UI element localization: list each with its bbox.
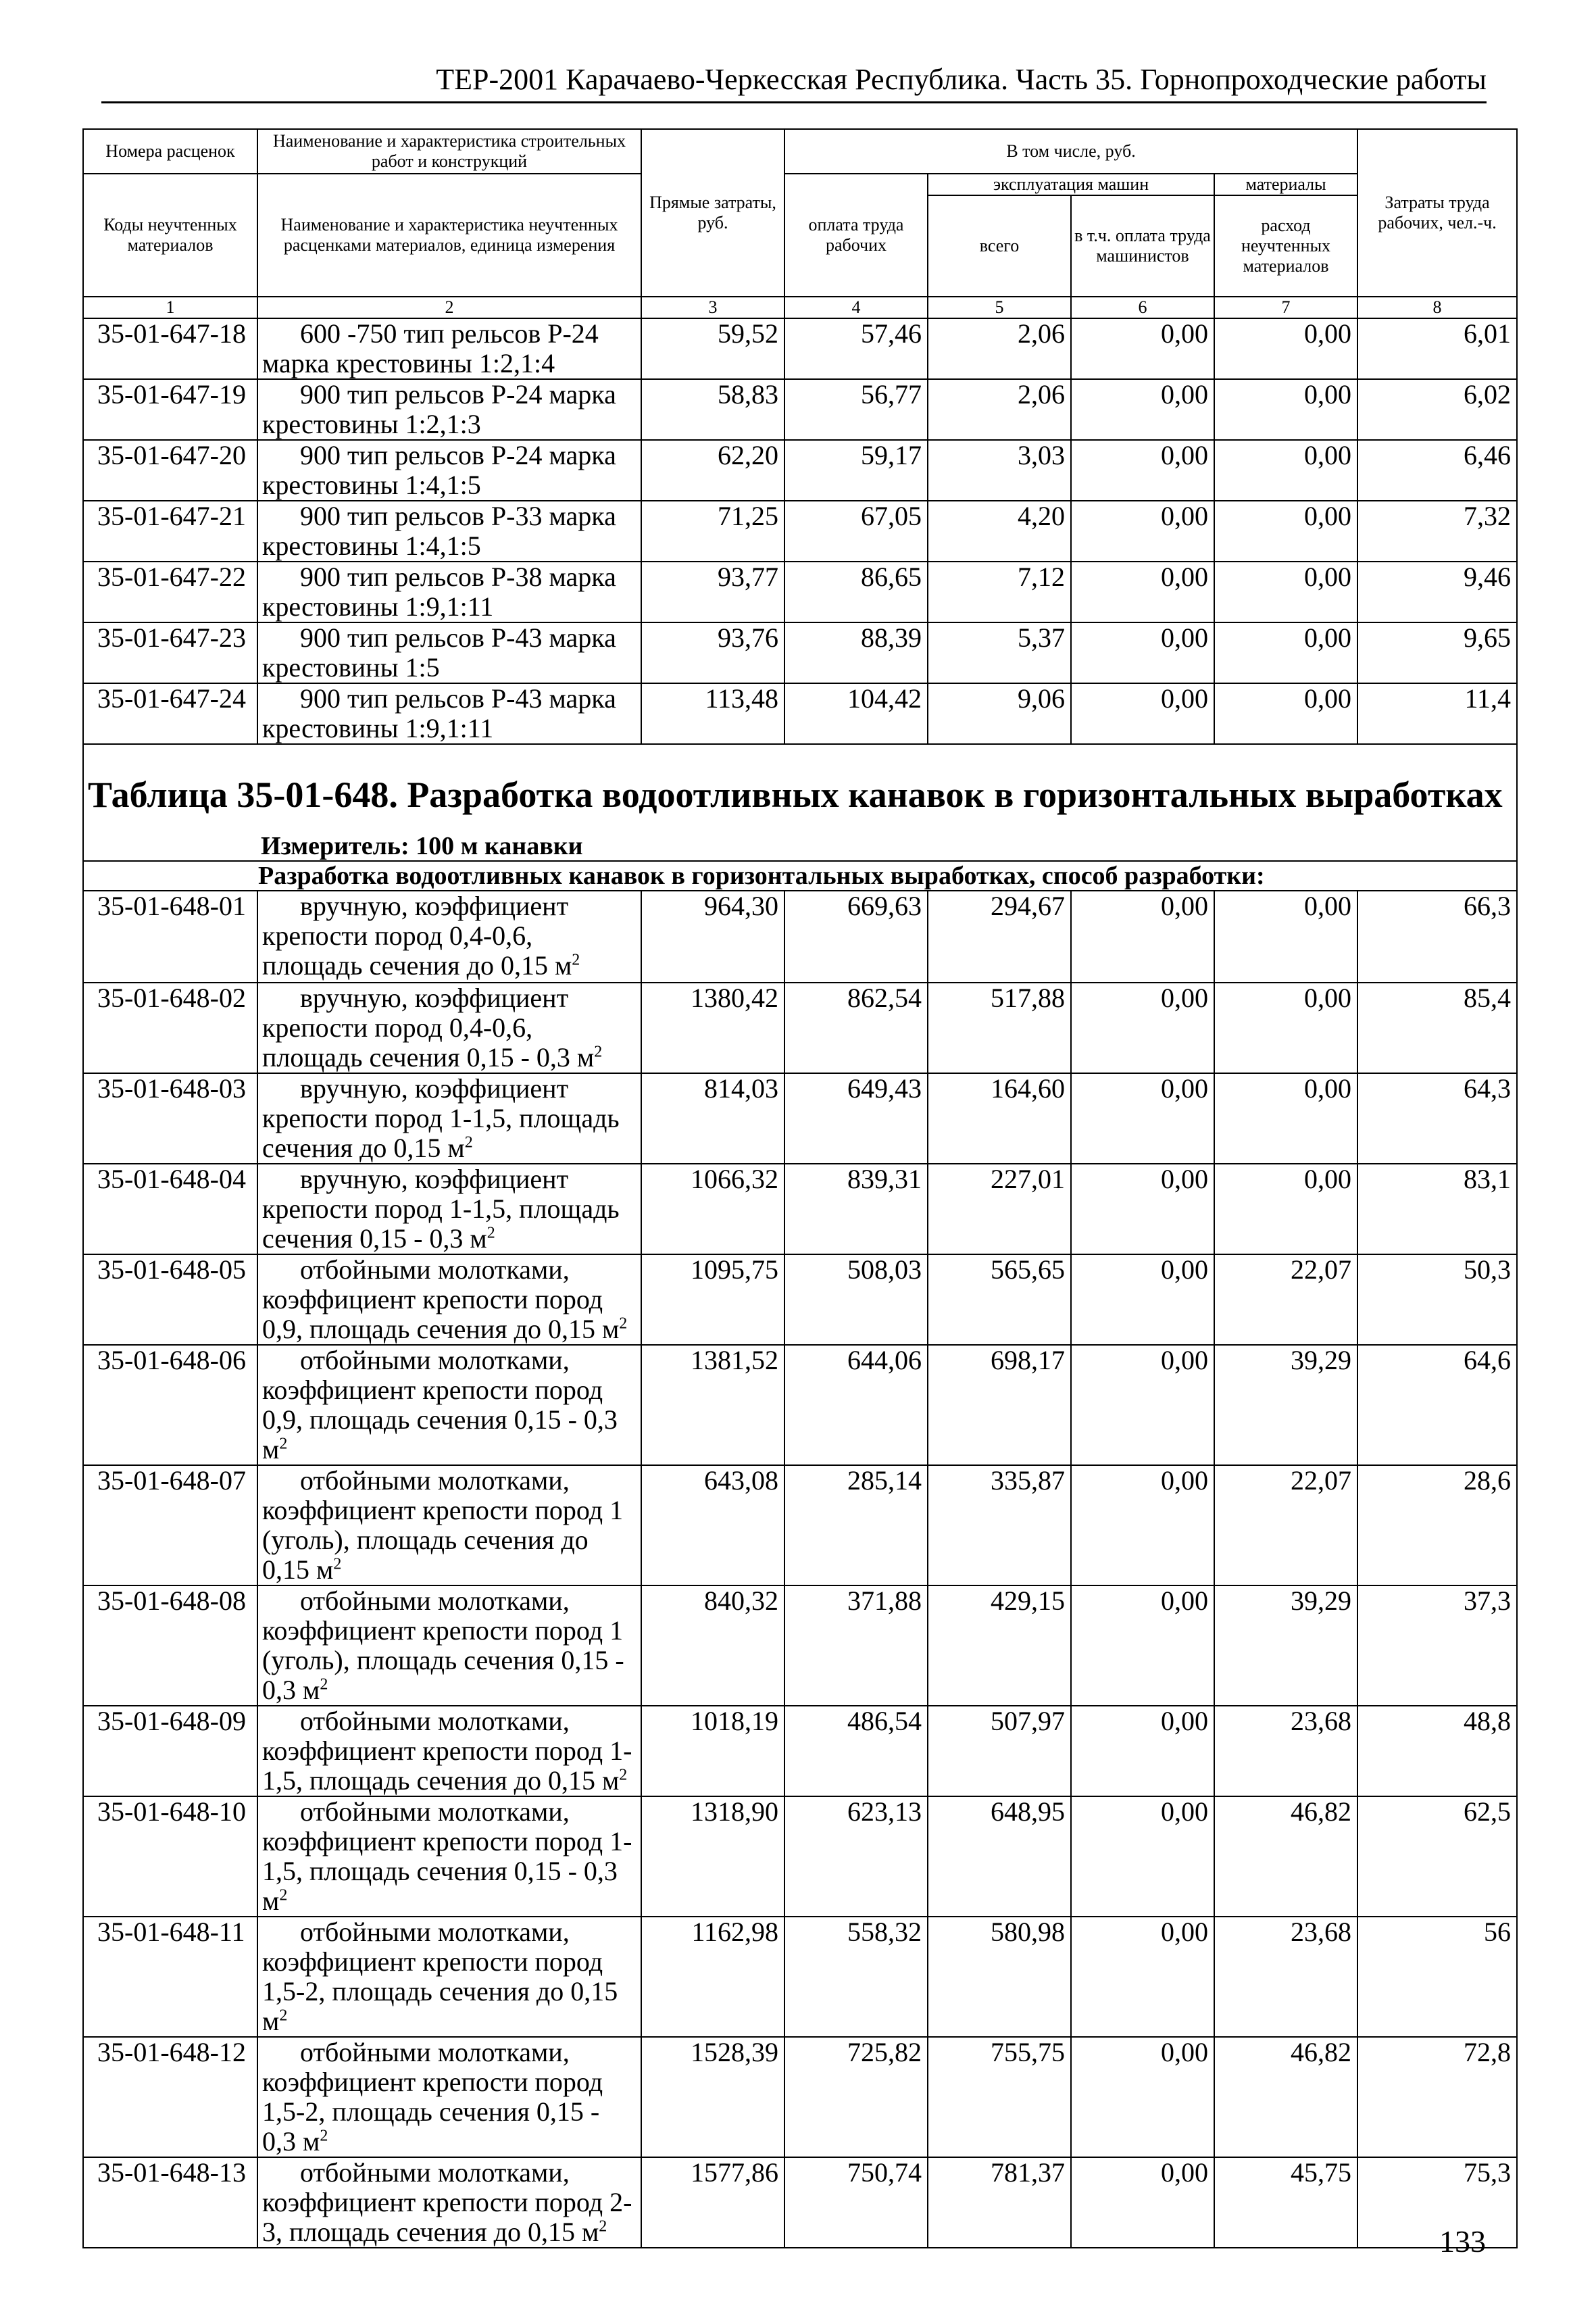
table-row <box>83 2037 1517 2157</box>
square-superscript: 2 <box>619 1314 628 1333</box>
machines-total-value: 565,65 <box>928 1254 1071 1345</box>
direct-costs-value: 1162,98 <box>641 1917 784 2037</box>
machines-total-value: 781,37 <box>928 2157 1071 2248</box>
work-description <box>257 891 641 983</box>
col-header-material-name: Наименование и характеристика неучтенных расценками материалов, единица измерения <box>257 174 641 297</box>
labor-pay-value: 649,43 <box>784 1073 928 1164</box>
machines-total-value: 335,87 <box>928 1465 1071 1585</box>
labor-pay-value: 371,88 <box>784 1585 928 1706</box>
rate-code: 35-01-648-04 <box>83 1164 257 1254</box>
labor-hours-value: 6,46 <box>1357 440 1517 501</box>
materials-value: 45,75 <box>1214 2157 1357 2248</box>
description-text: вручную, коэффициент крепости пород 1-1,5, площадь сечения 0,15 - 0,3 м <box>262 1164 620 1254</box>
machines-total-value: 517,88 <box>928 983 1071 1073</box>
labor-hours-value: 62,5 <box>1357 1796 1517 1917</box>
labor-hours-value: 48,8 <box>1357 1706 1517 1796</box>
machines-total-value: 648,95 <box>928 1796 1071 1917</box>
description-text: отбойными молотками, коэффициент крепости пород 1,5-2, площадь сечения до 0,15 м <box>262 1917 618 2036</box>
table-row <box>83 1164 1517 1254</box>
col-header-materials: материалы <box>1214 174 1357 195</box>
table-title: Таблица 35-01-648. Разработка водоотливных канавок в горизонтальных выработках <box>83 744 1517 832</box>
operator-pay-value: 0,00 <box>1071 983 1214 1073</box>
materials-value: 0,00 <box>1214 562 1357 622</box>
description-text: 900 тип рельсов Р-24 марка крестовины 1:2,1:3 <box>262 379 616 439</box>
work-description <box>257 683 641 744</box>
labor-hours-value: 64,3 <box>1357 1073 1517 1164</box>
direct-costs-value: 1066,32 <box>641 1164 784 1254</box>
labor-pay-value: 57,46 <box>784 318 928 379</box>
work-description <box>257 1254 641 1345</box>
col-header-machine-operation: эксплуатация машин <box>928 174 1214 195</box>
rate-code: 35-01-647-20 <box>83 440 257 501</box>
rate-code: 35-01-648-05 <box>83 1254 257 1345</box>
operator-pay-value: 0,00 <box>1071 1073 1214 1164</box>
materials-value: 0,00 <box>1214 983 1357 1073</box>
table-row <box>83 440 1517 501</box>
direct-costs-value: 1577,86 <box>641 2157 784 2248</box>
rate-code: 35-01-648-10 <box>83 1796 257 1917</box>
header-rule <box>101 101 1487 103</box>
work-description <box>257 622 641 683</box>
rate-code: 35-01-647-18 <box>83 318 257 379</box>
labor-pay-value: 56,77 <box>784 379 928 440</box>
operator-pay-value: 0,00 <box>1071 440 1214 501</box>
operator-pay-value: 0,00 <box>1071 501 1214 562</box>
rate-code: 35-01-648-12 <box>83 2037 257 2157</box>
machines-total-value: 429,15 <box>928 1585 1071 1706</box>
operator-pay-value: 0,00 <box>1071 562 1214 622</box>
machines-total-value: 2,06 <box>928 318 1071 379</box>
square-superscript: 2 <box>464 1133 473 1152</box>
machines-total-value: 2,06 <box>928 379 1071 440</box>
description-text: отбойными молотками, коэффициент крепости пород 1,5-2, площадь сечения 0,15 - 0,3 м <box>262 2037 603 2157</box>
work-description <box>257 1796 641 1917</box>
direct-costs-value: 1380,42 <box>641 983 784 1073</box>
operator-pay-value: 0,00 <box>1071 379 1214 440</box>
operator-pay-value: 0,00 <box>1071 891 1214 983</box>
work-description <box>257 2157 641 2248</box>
col-number: 7 <box>1214 297 1357 318</box>
operator-pay-value: 0,00 <box>1071 1585 1214 1706</box>
direct-costs-value: 93,77 <box>641 562 784 622</box>
machines-total-value: 698,17 <box>928 1345 1071 1465</box>
table-row <box>83 379 1517 440</box>
materials-value: 22,07 <box>1214 1254 1357 1345</box>
col-header-labor-costs: Затраты труда рабочих, чел.-ч. <box>1357 129 1517 297</box>
col-header-work-name: Наименование и характеристика строительных работ и конструкций <box>257 129 641 174</box>
direct-costs-value: 1381,52 <box>641 1345 784 1465</box>
machines-total-value: 9,06 <box>928 683 1071 744</box>
direct-costs-value: 964,30 <box>641 891 784 983</box>
table-row <box>83 1585 1517 1706</box>
col-number: 6 <box>1071 297 1214 318</box>
labor-hours-value: 72,8 <box>1357 2037 1517 2157</box>
table-row <box>83 891 1517 983</box>
labor-pay-value: 750,74 <box>784 2157 928 2248</box>
materials-value: 39,29 <box>1214 1345 1357 1465</box>
col-header-direct-costs: Прямые затраты, руб. <box>641 129 784 297</box>
labor-pay-value: 558,32 <box>784 1917 928 2037</box>
labor-hours-value: 85,4 <box>1357 983 1517 1073</box>
operator-pay-value: 0,00 <box>1071 1164 1214 1254</box>
direct-costs-value: 58,83 <box>641 379 784 440</box>
operator-pay-value: 0,00 <box>1071 318 1214 379</box>
operator-pay-value: 0,00 <box>1071 683 1214 744</box>
labor-hours-value: 6,01 <box>1357 318 1517 379</box>
labor-pay-value: 88,39 <box>784 622 928 683</box>
description-text: отбойными молотками, коэффициент крепости пород 1-1,5, площадь сечения до 0,15 м <box>262 1706 632 1796</box>
labor-hours-value: 64,6 <box>1357 1345 1517 1465</box>
labor-pay-value: 508,03 <box>784 1254 928 1345</box>
operator-pay-value: 0,00 <box>1071 1917 1214 2037</box>
labor-pay-value: 86,65 <box>784 562 928 622</box>
labor-pay-value: 486,54 <box>784 1706 928 1796</box>
description-text: отбойными молотками, коэффициент крепости пород 0,9, площадь сечения 0,15 - 0,3 м <box>262 1345 618 1464</box>
labor-pay-value: 623,13 <box>784 1796 928 1917</box>
rate-code: 35-01-648-13 <box>83 2157 257 2248</box>
labor-hours-value: 37,3 <box>1357 1585 1517 1706</box>
materials-value: 46,82 <box>1214 1796 1357 1917</box>
operator-pay-value: 0,00 <box>1071 2037 1214 2157</box>
machines-total-value: 227,01 <box>928 1164 1071 1254</box>
materials-value: 46,82 <box>1214 2037 1357 2157</box>
labor-hours-value: 83,1 <box>1357 1164 1517 1254</box>
direct-costs-value: 1318,90 <box>641 1796 784 1917</box>
description-text: отбойными молотками, коэффициент крепости пород 2-3, площадь сечения до 0,15 м <box>262 2157 632 2247</box>
work-description <box>257 2037 641 2157</box>
col-header-labor-pay: оплата труда рабочих <box>784 174 928 297</box>
square-superscript: 2 <box>320 1675 328 1694</box>
materials-value: 0,00 <box>1214 683 1357 744</box>
square-superscript: 2 <box>279 1435 288 1453</box>
work-description <box>257 379 641 440</box>
description-text: отбойными молотками, коэффициент крепости пород 1-1,5, площадь сечения 0,15 - 0,3 м <box>262 1796 632 1916</box>
labor-pay-value: 725,82 <box>784 2037 928 2157</box>
operator-pay-value: 0,00 <box>1071 1345 1214 1465</box>
rate-code: 35-01-648-11 <box>83 1917 257 2037</box>
labor-hours-value: 56 <box>1357 1917 1517 2037</box>
table-row <box>83 983 1517 1073</box>
rate-code: 35-01-648-01 <box>83 891 257 983</box>
table-row <box>83 318 1517 379</box>
work-description <box>257 1917 641 2037</box>
col-number: 4 <box>784 297 928 318</box>
operator-pay-value: 0,00 <box>1071 1465 1214 1585</box>
table-row <box>83 1345 1517 1465</box>
operator-pay-value: 0,00 <box>1071 622 1214 683</box>
labor-hours-value: 11,4 <box>1357 683 1517 744</box>
labor-pay-value: 644,06 <box>784 1345 928 1465</box>
work-description <box>257 562 641 622</box>
direct-costs-value: 62,20 <box>641 440 784 501</box>
rate-code: 35-01-648-07 <box>83 1465 257 1585</box>
square-superscript: 2 <box>619 1766 628 1784</box>
work-description <box>257 1345 641 1465</box>
rate-code: 35-01-648-03 <box>83 1073 257 1164</box>
col-header-including: В том числе, руб. <box>784 129 1357 174</box>
square-superscript: 2 <box>320 2127 328 2145</box>
materials-value: 23,68 <box>1214 1706 1357 1796</box>
table-measure: Измеритель: 100 м канавки <box>83 832 1517 861</box>
table-row <box>83 1706 1517 1796</box>
description-text: 900 тип рельсов Р-24 марка крестовины 1:4,1:5 <box>262 440 616 500</box>
machines-total-value: 3,03 <box>928 440 1071 501</box>
square-superscript: 2 <box>572 951 580 969</box>
materials-value: 0,00 <box>1214 1164 1357 1254</box>
materials-value: 0,00 <box>1214 1073 1357 1164</box>
description-text: отбойными молотками, коэффициент крепости пород 1 (уголь), площадь сечения до 0,15 м <box>262 1465 624 1585</box>
col-header-codes: Коды неучтенных материалов <box>83 174 257 297</box>
col-number: 3 <box>641 297 784 318</box>
machines-total-value: 4,20 <box>928 501 1071 562</box>
rate-code: 35-01-648-08 <box>83 1585 257 1706</box>
machines-total-value: 580,98 <box>928 1917 1071 2037</box>
direct-costs-value: 840,32 <box>641 1585 784 1706</box>
materials-value: 0,00 <box>1214 440 1357 501</box>
direct-costs-value: 113,48 <box>641 683 784 744</box>
table-row <box>83 683 1517 744</box>
square-superscript: 2 <box>279 2007 288 2025</box>
table-row <box>83 562 1517 622</box>
labor-hours-value: 7,32 <box>1357 501 1517 562</box>
table-row <box>83 501 1517 562</box>
rate-code: 35-01-647-22 <box>83 562 257 622</box>
description-text: вручную, коэффициент крепости пород 1-1,5, площадь сечения до 0,15 м <box>262 1073 620 1163</box>
labor-pay-value: 839,31 <box>784 1164 928 1254</box>
square-superscript: 2 <box>279 1886 288 1904</box>
materials-value: 0,00 <box>1214 318 1357 379</box>
col-number: 1 <box>83 297 257 318</box>
table-row <box>83 1465 1517 1585</box>
table-subheader: Разработка водоотливных канавок в горизонтальных выработках, способ разработки: <box>83 861 1517 891</box>
labor-hours-value: 6,02 <box>1357 379 1517 440</box>
description-text: 900 тип рельсов Р-43 марка крестовины 1:5 <box>262 622 616 683</box>
square-superscript: 2 <box>599 2217 607 2236</box>
rate-code: 35-01-647-21 <box>83 501 257 562</box>
description-text: 900 тип рельсов Р-33 марка крестовины 1:4,1:5 <box>262 501 616 561</box>
direct-costs-value: 643,08 <box>641 1465 784 1585</box>
col-header-operator-pay: в т.ч. оплата труда машинистов <box>1071 195 1214 297</box>
col-number: 2 <box>257 297 641 318</box>
square-superscript: 2 <box>333 1555 342 1573</box>
rate-code: 35-01-647-23 <box>83 622 257 683</box>
labor-hours-value: 9,65 <box>1357 622 1517 683</box>
machines-total-value: 5,37 <box>928 622 1071 683</box>
direct-costs-value: 93,76 <box>641 622 784 683</box>
table-row <box>83 1796 1517 1917</box>
description-text: 900 тип рельсов Р-38 марка крестовины 1:9,1:11 <box>262 562 616 622</box>
col-header-machines-total: всего <box>928 195 1071 297</box>
labor-pay-value: 862,54 <box>784 983 928 1073</box>
labor-hours-value: 66,3 <box>1357 891 1517 983</box>
labor-pay-value: 59,17 <box>784 440 928 501</box>
direct-costs-value: 1018,19 <box>641 1706 784 1796</box>
materials-value: 0,00 <box>1214 379 1357 440</box>
labor-pay-value: 285,14 <box>784 1465 928 1585</box>
machines-total-value: 7,12 <box>928 562 1071 622</box>
work-description <box>257 1164 641 1254</box>
materials-value: 0,00 <box>1214 501 1357 562</box>
direct-costs-value: 71,25 <box>641 501 784 562</box>
machines-total-value: 294,67 <box>928 891 1071 983</box>
materials-value: 23,68 <box>1214 1917 1357 2037</box>
rate-code: 35-01-648-02 <box>83 983 257 1073</box>
materials-value: 39,29 <box>1214 1585 1357 1706</box>
labor-hours-value: 50,3 <box>1357 1254 1517 1345</box>
labor-pay-value: 669,63 <box>784 891 928 983</box>
table-row <box>83 1073 1517 1164</box>
labor-pay-value: 104,42 <box>784 683 928 744</box>
square-superscript: 2 <box>487 1224 495 1242</box>
rate-code: 35-01-647-24 <box>83 683 257 744</box>
col-number: 5 <box>928 297 1071 318</box>
operator-pay-value: 0,00 <box>1071 1254 1214 1345</box>
operator-pay-value: 0,00 <box>1071 1706 1214 1796</box>
description-text: отбойными молотками, коэффициент крепости пород 0,9, площадь сечения до 0,15 м <box>262 1254 620 1344</box>
labor-hours-value: 75,3 <box>1357 2157 1517 2248</box>
operator-pay-value: 0,00 <box>1071 2157 1214 2248</box>
rate-code: 35-01-648-06 <box>83 1345 257 1465</box>
description-text: отбойными молотками, коэффициент крепости пород 1 (уголь), площадь сечения 0,15 - 0,3 м <box>262 1585 624 1705</box>
work-description <box>257 1585 641 1706</box>
labor-pay-value: 67,05 <box>784 501 928 562</box>
work-description <box>257 1465 641 1585</box>
table-row <box>83 2157 1517 2248</box>
rates-table <box>82 128 1518 2248</box>
machines-total-value: 164,60 <box>928 1073 1071 1164</box>
labor-hours-value: 9,46 <box>1357 562 1517 622</box>
work-description <box>257 983 641 1073</box>
rate-code: 35-01-647-19 <box>83 379 257 440</box>
work-description <box>257 501 641 562</box>
description-text: 900 тип рельсов Р-43 марка крестовины 1:9,1:11 <box>262 683 616 743</box>
col-header-rate-numbers: Номера расценок <box>83 129 257 174</box>
machines-total-value: 507,97 <box>928 1706 1071 1796</box>
direct-costs-value: 1528,39 <box>641 2037 784 2157</box>
materials-value: 22,07 <box>1214 1465 1357 1585</box>
materials-value: 0,00 <box>1214 891 1357 983</box>
work-description <box>257 1706 641 1796</box>
description-text: вручную, коэффициент крепости пород 0,4-0,6, площадь сечения до 0,15 м <box>262 891 572 981</box>
direct-costs-value: 59,52 <box>641 318 784 379</box>
work-description <box>257 1073 641 1164</box>
description-text: вручную, коэффициент крепости пород 0,4-0,6, площадь сечения 0,15 - 0,3 м <box>262 983 595 1073</box>
work-description <box>257 440 641 501</box>
work-description <box>257 318 641 379</box>
table-row <box>83 1254 1517 1345</box>
col-header-unaccounted-materials: расход неучтенных материалов <box>1214 195 1357 297</box>
rate-code: 35-01-648-09 <box>83 1706 257 1796</box>
page-number: 133 <box>1439 2224 1486 2259</box>
table-row <box>83 1917 1517 2037</box>
direct-costs-value: 814,03 <box>641 1073 784 1164</box>
labor-hours-value: 28,6 <box>1357 1465 1517 1585</box>
machines-total-value: 755,75 <box>928 2037 1071 2157</box>
operator-pay-value: 0,00 <box>1071 1796 1214 1917</box>
description-text: 600 -750 тип рельсов Р-24 марка крестовины 1:2,1:4 <box>262 318 599 378</box>
direct-costs-value: 1095,75 <box>641 1254 784 1345</box>
materials-value: 0,00 <box>1214 622 1357 683</box>
square-superscript: 2 <box>594 1043 603 1061</box>
col-number: 8 <box>1357 297 1517 318</box>
table-row <box>83 622 1517 683</box>
running-header: ТЕР-2001 Карачаево-Черкесская Республика. Часть 35. Горнопроходческие работы <box>436 63 1487 96</box>
